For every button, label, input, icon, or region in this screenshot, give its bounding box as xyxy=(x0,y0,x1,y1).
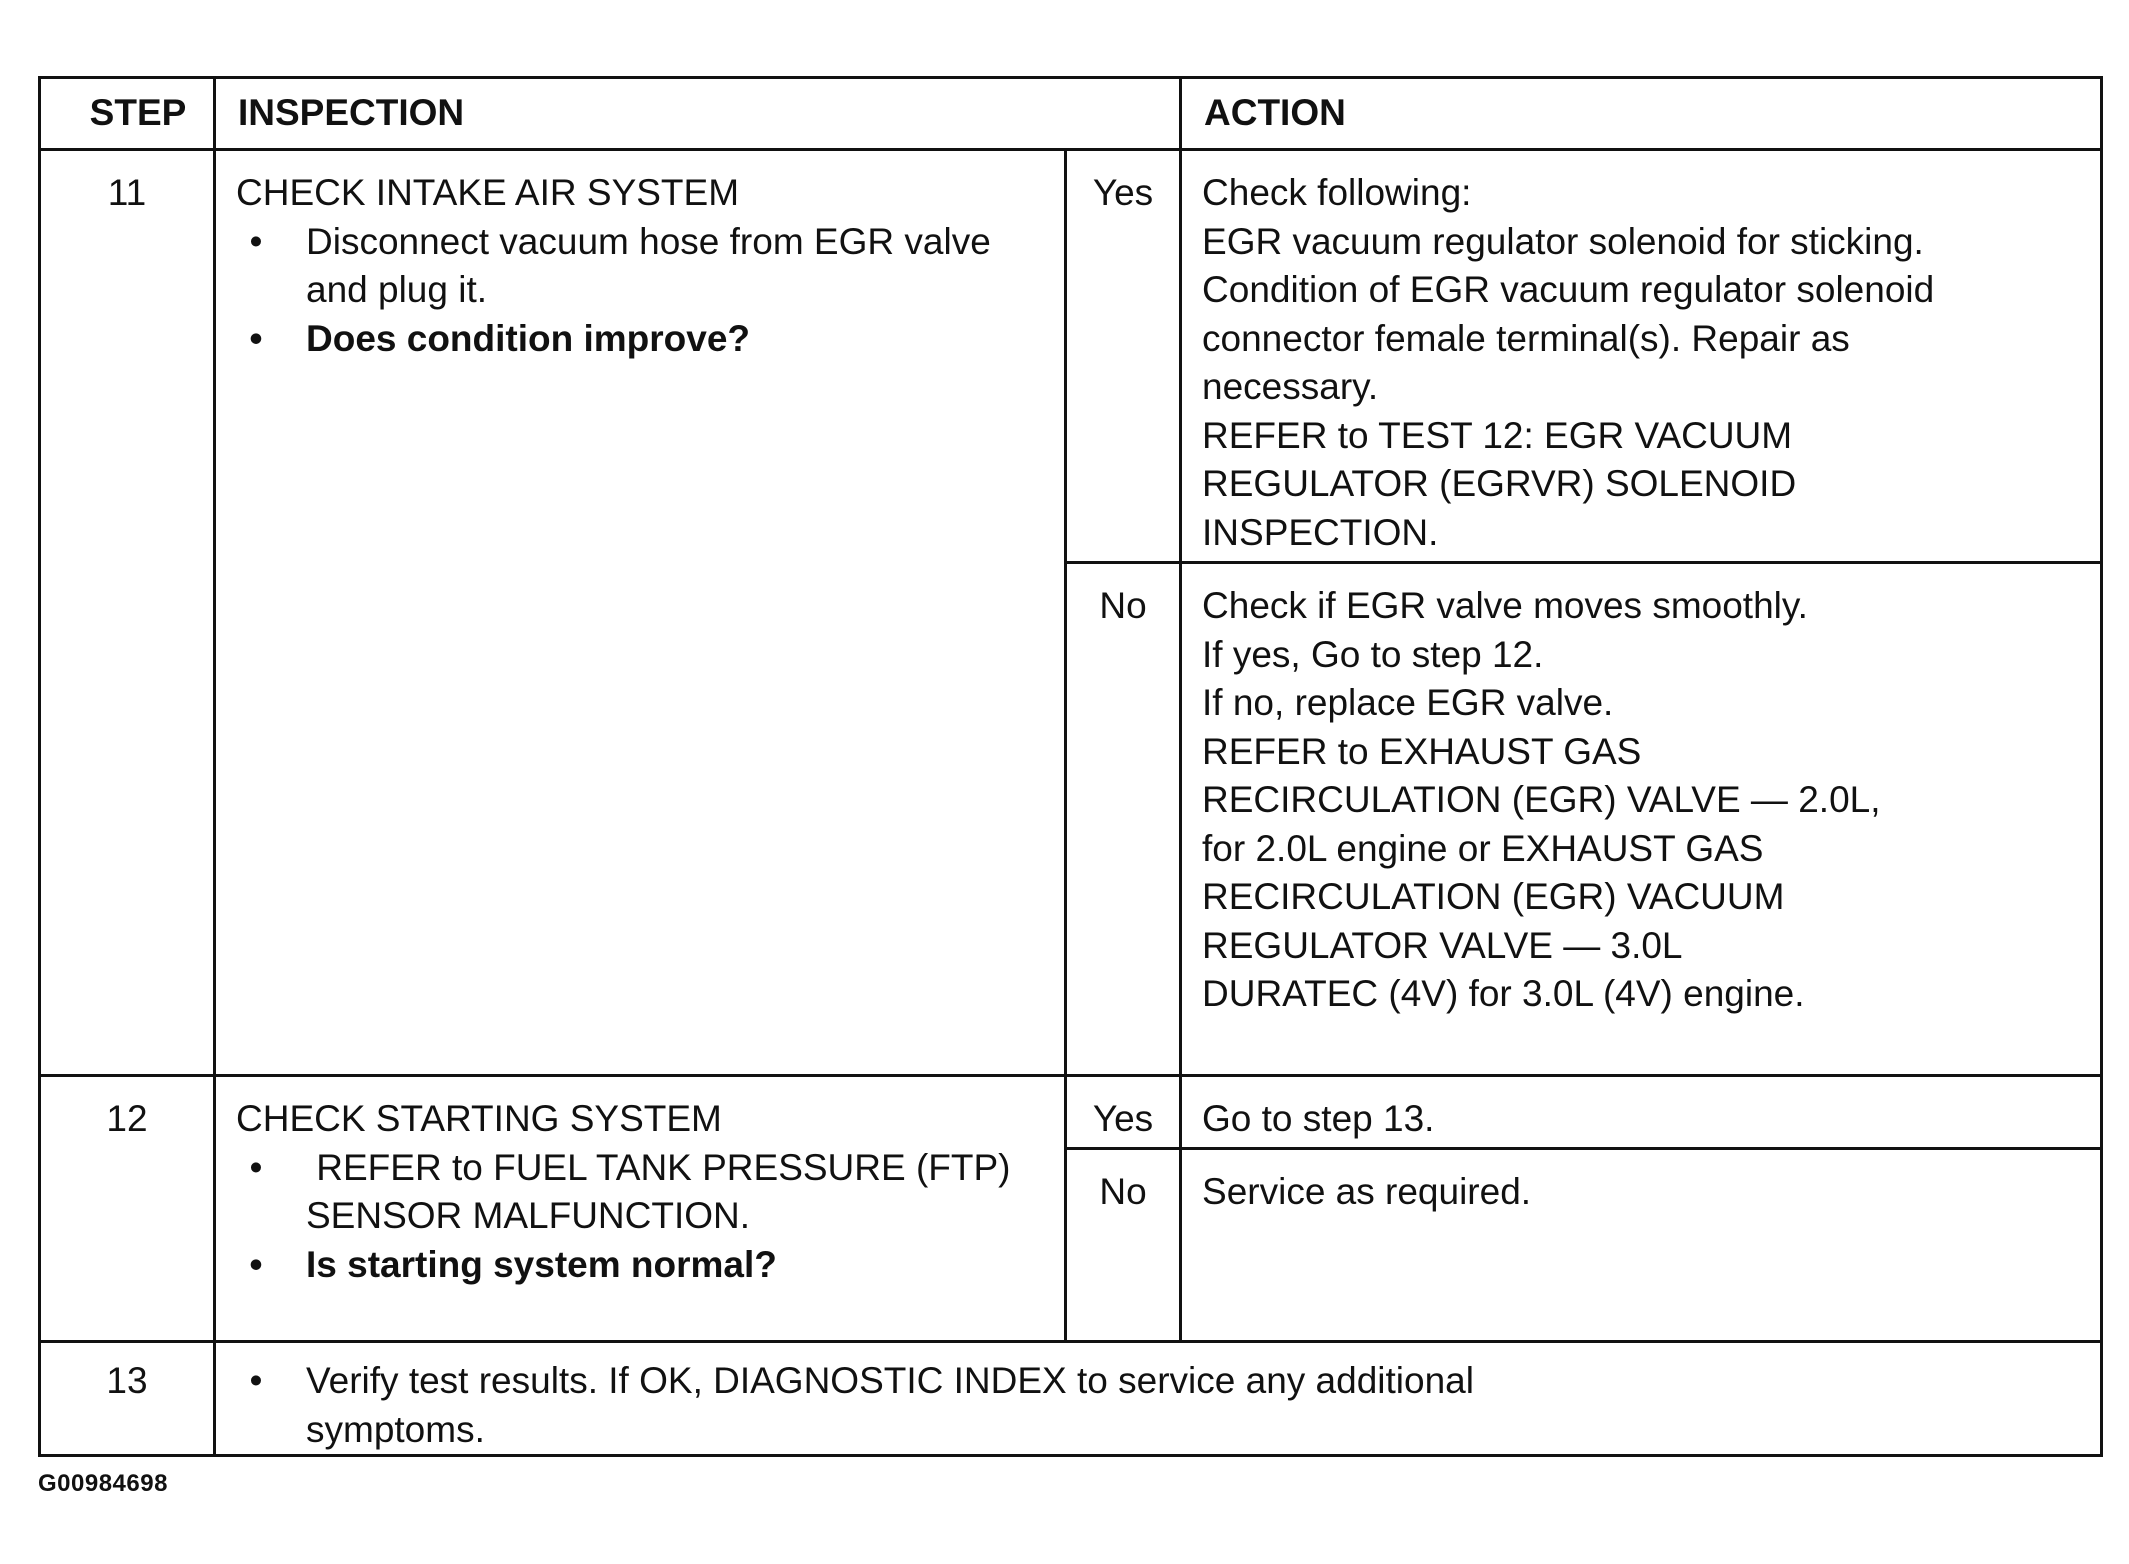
inspection-title: CHECK INTAKE AIR SYSTEM xyxy=(236,172,740,213)
action-line: REFER to TEST 12: EGR VACUUM xyxy=(1202,414,1793,456)
action-line: Check following: xyxy=(1202,172,1472,213)
action-header: ACTION xyxy=(1181,78,2102,150)
figure-id: G00984698 xyxy=(38,1470,168,1497)
action-line: If yes, Go to step 12. xyxy=(1202,633,1544,675)
bullet-icon: • xyxy=(249,1243,263,1285)
bullet-item xyxy=(236,1357,1636,1454)
question-item xyxy=(236,315,1048,364)
bullet-icon: • xyxy=(249,317,263,359)
action-line: for 2.0L engine or EXHAUST GAS xyxy=(1202,827,1764,869)
action-line: EGR vacuum regulator solenoid for sticking. xyxy=(1202,220,1924,262)
inspection-bullets xyxy=(236,1357,1636,1454)
action-yes-cell xyxy=(1181,150,2102,563)
bullet-icon: • xyxy=(249,1360,263,1401)
step-13-row xyxy=(40,1342,2102,1456)
action-line: Go to step 13. xyxy=(1202,1098,1435,1139)
bullet-text: REFER to FUEL TANK PRESSURE (FTP) SENSOR MALFUNCTION. xyxy=(306,1146,1021,1236)
step-number: 12 xyxy=(40,1076,215,1342)
action-no-cell xyxy=(1181,563,2102,1076)
inspection-title: CHECK STARTING SYSTEM xyxy=(236,1098,722,1139)
bullet-item xyxy=(236,218,1048,315)
inspection-cell xyxy=(215,150,1066,1076)
diagnostic-table xyxy=(38,76,2103,1457)
action-line: REGULATOR (EGRVR) SOLENOID xyxy=(1202,463,1797,504)
action-yes-cell xyxy=(1181,1076,2102,1149)
answer-no: No xyxy=(1066,1149,1181,1342)
step-12-yes-row xyxy=(40,1076,2102,1149)
inspection-cell xyxy=(215,1076,1066,1342)
bullet-icon: • xyxy=(249,220,263,262)
bullet-icon: • xyxy=(249,1146,263,1188)
action-line: connector female terminal(s). Repair as xyxy=(1202,317,1850,359)
answer-yes: Yes xyxy=(1066,1076,1181,1149)
step-number: 11 xyxy=(40,150,215,1076)
bullet-text: Verify test results. If OK, DIAGNOSTIC INDEX to service any additional symptoms. xyxy=(306,1360,1474,1450)
step-11-yes-row xyxy=(40,150,2102,563)
answer-yes: Yes xyxy=(1066,150,1181,563)
action-line: INSPECTION. xyxy=(1202,511,1439,553)
question-item xyxy=(236,1241,1048,1290)
action-line: RECIRCULATION (EGR) VALVE — 2.0L, xyxy=(1202,779,1881,820)
header-row xyxy=(40,78,2102,150)
action-line: RECIRCULATION (EGR) VACUUM xyxy=(1202,876,1785,917)
inspection-header: INSPECTION xyxy=(215,78,1181,150)
action-line: REGULATOR VALVE — 3.0L xyxy=(1202,924,1683,966)
action-line: necessary. xyxy=(1202,366,1379,407)
action-line: DURATEC (4V) for 3.0L (4V) engine. xyxy=(1202,973,1805,1014)
action-line: Service as required. xyxy=(1202,1171,1532,1212)
action-line: Condition of EGR vacuum regulator solenoid xyxy=(1202,269,1935,310)
answer-no: No xyxy=(1066,563,1181,1076)
inspection-bullets xyxy=(236,218,1048,364)
inspection-cell xyxy=(215,1342,2102,1456)
question-text: Is starting system normal? xyxy=(306,1243,777,1285)
action-line: If no, replace EGR valve. xyxy=(1202,682,1614,723)
bullet-text: Disconnect vacuum hose from EGR valve and plug it. xyxy=(306,220,991,310)
step-number: 13 xyxy=(40,1342,215,1456)
inspection-bullets xyxy=(236,1144,1048,1290)
question-text: Does condition improve? xyxy=(306,317,751,359)
action-line: REFER to EXHAUST GAS xyxy=(1202,730,1642,772)
bullet-item xyxy=(236,1144,1048,1241)
action-no-cell xyxy=(1181,1149,2102,1342)
action-line: Check if EGR valve moves smoothly. xyxy=(1202,585,1808,626)
step-header: STEP xyxy=(40,78,215,150)
